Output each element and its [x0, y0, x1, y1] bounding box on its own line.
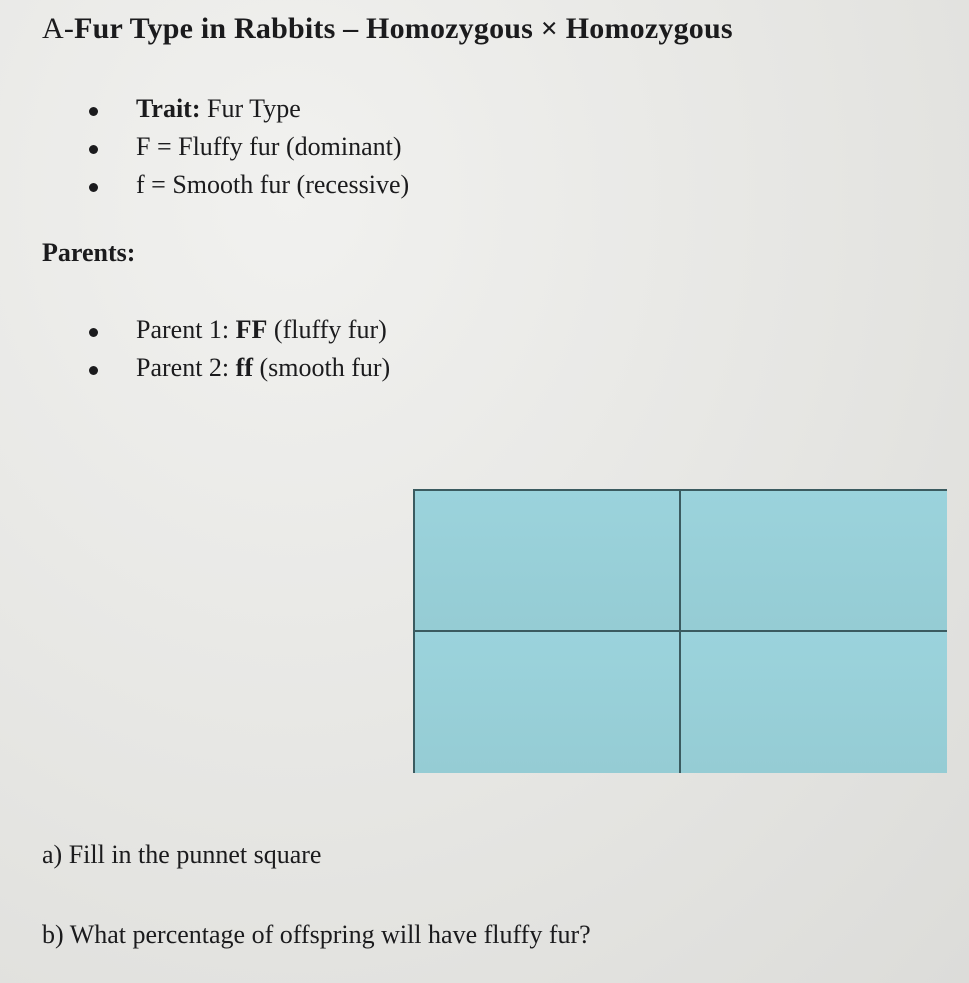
trait-item-text: F = Fluffy fur (dominant)	[136, 132, 402, 161]
bullet-icon	[89, 328, 98, 337]
trait-item-text: f = Smooth fur (recessive)	[136, 170, 410, 199]
punnet-cell-bottom-left[interactable]	[415, 632, 681, 773]
bullet-icon	[89, 145, 98, 154]
parents-heading: Parents:	[42, 238, 136, 267]
bullet-icon	[89, 107, 98, 116]
question-b: b) What percentage of offspring will have fluffy fur?	[42, 920, 591, 949]
parent-genotype: FF	[235, 315, 268, 344]
parent-label: Parent 2:	[136, 353, 236, 382]
punnet-cell-top-right[interactable]	[681, 491, 947, 632]
parent-phenotype: (smooth fur)	[252, 353, 391, 382]
worksheet-title	[42, 12, 733, 46]
bullet-icon	[89, 183, 98, 192]
title-text: Fur Type in Rabbits – Homozygous × Homozygous	[74, 12, 733, 45]
trait-value: Fur Type	[200, 94, 301, 123]
punnet-square	[413, 489, 947, 773]
parent-item-text	[136, 311, 387, 349]
question-a: a) Fill in the punnet square	[42, 840, 322, 869]
parent-phenotype: (fluffy fur)	[267, 315, 387, 344]
parent-item-text	[136, 349, 390, 387]
parent-label: Parent 1:	[136, 315, 236, 344]
trait-item-text	[136, 90, 301, 128]
parent-genotype: ff	[235, 353, 253, 382]
punnet-cell-bottom-right[interactable]	[681, 632, 947, 773]
punnet-cell-top-left[interactable]	[415, 491, 681, 632]
bullet-icon	[89, 366, 98, 375]
title-prefix: A-	[42, 12, 75, 45]
trait-label: Trait:	[136, 94, 201, 123]
